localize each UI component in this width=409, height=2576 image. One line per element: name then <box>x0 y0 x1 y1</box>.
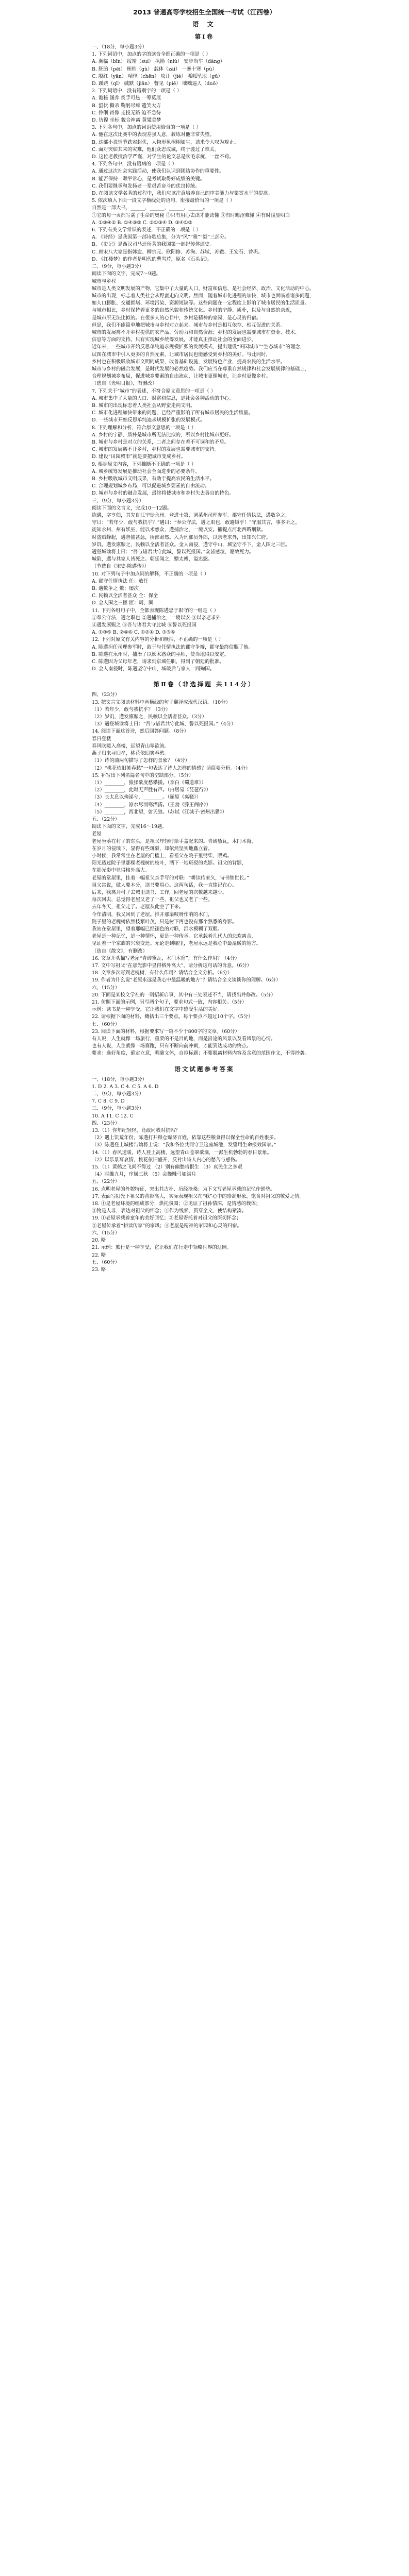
text-line: ④遘发廪赈之 ⑤吾与诸君共守此城 ⑥誓以死报国 <box>92 622 197 629</box>
text-line: B. 《史记》是西汉司马迁所著的我国第一部纪传体通史。 <box>92 242 215 248</box>
text-line: 16. 文章开头描写老屋“青砖黛瓦，木门木窗”，有什么作用？（4分） <box>92 955 240 961</box>
text-line: B. 城市的出现标志着人类社会从野蛮走向文明。 <box>92 402 195 409</box>
text-line: 如人口膨胀、交通拥堵、环境污染、资源短缺等。这些问题在一定程度上影响了城市居民的生活质量。 <box>92 300 309 307</box>
text-line: 春风吹暖入高楼，远望青山翠欲流。 <box>92 743 170 749</box>
text-line: D. 城市与乡村的融合发展，最终将使城市和乡村失去各自的特色。 <box>92 490 234 497</box>
text-line: 城市与乡村 <box>92 278 116 284</box>
text-line: 一、（18分，每小题3分） <box>92 1076 147 1082</box>
text-line: 5. 依次填入下面一段文字横线处的语句，衔接最恰当的一项是（ ） <box>92 198 235 204</box>
text-line: 1. D 2. A 3. C 4. C 5. A 6. D <box>92 1083 159 1090</box>
text-line: 试图在城市中引入更多的自然元素，让城市居民也能感受到乡村的美好。与此同时， <box>92 351 271 358</box>
part-one-body <box>92 44 317 673</box>
text-line: A. 濒临（bīn） 绥靖（suí） 执拗（niù） 安步当车（dàng） <box>92 59 225 65</box>
text-line: 城陷，遘与其家人皆死之。朝廷闻之，赠太傅，谥忠愍。 <box>92 556 213 563</box>
text-line: 岁饥，遘发廪赈之，民赖以全活者甚众。金人南侵，遘守中山，城坚守不下，金人围之三匝。 <box>92 541 290 548</box>
text-line: 老屋 <box>92 831 102 837</box>
text-line: 6. 下列有关文学常识的表述，不正确的一项是（ ） <box>92 227 201 233</box>
text-line: 时盗贼蜂起，遘督捕甚急，所部肃然。入为刑部员外郎，以亲老求外，出知兴仁府。 <box>92 534 271 540</box>
text-line: （5）________，西北望，射天狼。（苏轼《江城子·密州出猎》） <box>92 809 227 815</box>
text-line: 20. 略 <box>92 1238 106 1244</box>
text-line: C. 伶俐 肖像 走投无路 迫不急待 <box>92 110 161 116</box>
text-line: 见证着一个家族的兴衰变迁。无论走到哪里，老屋永远是我心中最温暖的地方。 <box>92 941 261 947</box>
text-line: C. 唐宋八大家是指韩愈、柳宗元、欧阳修、苏洵、苏轼、苏辙、王安石、曾巩。 <box>92 249 263 255</box>
text-line: B. 遘数争之 数：屡次 <box>92 586 139 592</box>
text-line: 二、（9分，每小题3分） <box>92 1091 144 1097</box>
text-line: （2）________，此时无声胜有声。（白居易《琵琶行》） <box>92 787 211 793</box>
text-line: B. 胚胎（pēi） 桎梏（gù） 载体（zài） 一暴十寒（pù） <box>92 66 217 72</box>
text-line: 五、（22分） <box>92 1179 120 1185</box>
text-line: C. 城市化进程加快带来的问题，已经严重影响了所有城市居民的生活质量。 <box>92 410 253 416</box>
text-line: 有人说，人生就像一场旅行，重要的不是目的地，而是沿途的风景以及看风景的心情。 <box>92 1036 276 1042</box>
text-line: D. 《红楼梦》的作者是明代的曹雪芹，原名《石头记》。 <box>92 256 212 262</box>
text-line: 10. A 11. C 12. C <box>92 1113 134 1119</box>
text-line: D. 金人南侵时，陈遘坚守中山，城破后与家人一同殉国。 <box>92 666 215 672</box>
text-line: 1. 下列词语中，加点的字的读音全都正确的一项是（ ） <box>92 52 211 58</box>
text-line: D. 金人围之三匝 匝：周、圈 <box>92 600 154 606</box>
text-line: 3. 下列各句中，加点的词语使用恰当的一项是（ ） <box>92 125 201 131</box>
text-line: 小时候，我常常坐在老屋的门槛上，看祖父在院子里劈柴、喂鸡。 <box>92 853 232 859</box>
text-line: B. 陈遘在永州时，捕治了以妖术惑众的巫师，使当地得以安定。 <box>92 651 229 657</box>
text-line: 自然是一部大书，______，______，______，______。 <box>92 205 208 211</box>
text-line: A. 城市集中了大量的人口、财富和信息，是社会各种活动的中心。 <box>92 395 234 401</box>
text-line: 祖父常说，做人要本分，读书要用心。这两句话，我一直铭记在心。 <box>92 882 237 888</box>
text-line: 22. 请根据下面的材料，概括出三个要点。每个要点不超过10个字。（5分） <box>92 1014 253 1020</box>
text-line: A. 诡秘 涵养 炙手可热 一筹莫展 <box>92 95 161 101</box>
text-line: C. 陈遘因为父母年老，请求到京城任职，得到了朝廷的批准。 <box>92 659 224 665</box>
text-line: 阳光透过院子里那棵老槐树的枝叶，洒下一地斑驳的光影。祖父的背影， <box>92 860 247 867</box>
text-line: （选自《光明日报》，有删改） <box>92 381 157 387</box>
text-line: D. 一些城市开始反思单纯追求规模扩张的发展模式。 <box>92 417 205 423</box>
text-line: 20. 下面是某校文学社的一则招新启事，其中有三处表述不当，请找出并修改。（5分） <box>92 992 276 998</box>
text-line: A. 陈遘担任司理参军时，敢于与任情执法的郡守争辩，郡守最终信服了他。 <box>92 644 253 650</box>
text-line: 13.（1）你年纪轻轻，竟敢同我对抗吗？ <box>92 1128 180 1134</box>
text-line: 21. 示例：旅行是一种享受，它让我们在行走中领略世界的辽阔。 <box>92 1245 232 1251</box>
text-line: 但是，我们不能简单地把城市与乡村对立起来。城市与乡村是相互依存、相互促进的关系。 <box>92 322 286 328</box>
text-line: 21. 仿照下面的示例，另写两个句子，要求句式一致，内容相关。（5分） <box>92 999 247 1005</box>
text-line: B. 蜇伏 撕杀 鞠躬尽瘁 遗笑大方 <box>92 103 161 109</box>
text-line: C. 殷红（yān） 嗔怪（chēn） 攻讦（jié） 呱呱坠地（gū） <box>92 73 223 79</box>
text-line: 15. 补写出下列名篇名句中的空缺部分。（5分） <box>92 772 194 778</box>
text-line: D. 这位老教授治学严谨，对学生的论文总是吹毛求疵，一丝不苟。 <box>92 154 234 160</box>
text-line: 城市与乡村的融合发展，是时代发展的必然趋势。我们应当在尊重自然规律和社会发展规律的基础上， <box>92 366 309 372</box>
text-line: ①奉公守法，遘之职也 ②遘捕治之，一境以安 ③以亲老求外 <box>92 615 221 621</box>
text-line: 后来，我离开村子去城里读书、工作，回老屋的次数越来越少。 <box>92 889 227 895</box>
text-line: B. 能否保持一颗平常心，是考试取得好成绩的关键。 <box>92 176 205 182</box>
text-line: 在岁月的侵蚀下，显得有些斑驳，却依然坚实地矗立着。 <box>92 845 213 852</box>
text-line: B. 这部小说情节跌宕起伏，人物形象栩栩如生，读来令人叹为观止。 <box>92 139 239 145</box>
text-line: 22. 略 <box>92 1252 106 1258</box>
text-line: 13. 把文言文阅读材料中画横线的句子翻译成现代汉语。（10分） <box>92 699 231 705</box>
text-line: 阅读下面的文言文，完成10～12题。 <box>92 505 172 511</box>
text-line: 合理规划城乡布局，促进城乡要素的自由流动，让城市更像城市，让乡村更像乡村。 <box>92 374 271 380</box>
text-line: 是城市所无法比拟的。在很多人的心目中，乡村是精神的家园，是心灵的归宿。 <box>92 315 261 321</box>
text-line: 四、（23分） <box>92 692 120 698</box>
part-two-body <box>92 691 317 1057</box>
text-line: （1）________，猿猱欲度愁攀援。（李白《蜀道难》） <box>92 779 206 786</box>
text-line: （3）遘登城谕将士曰：“吾与诸君共守此城，誓以死报国。”（4分） <box>92 721 236 727</box>
text-line: 17. 文中写祖父“在那光影中显得格外高大”，请分析这句话的含意。（6分） <box>92 962 252 969</box>
text-line: （选自《散文》，有删改） <box>92 948 148 954</box>
text-line: 今年清明，我又回到了老屋。推开那扇吱呀作响的木门， <box>92 911 213 918</box>
text-line: D. 建设“田园城市”就是要把城市变成乡村。 <box>92 454 186 460</box>
text-line: 16. 点明老屋的外貌特征，突出其古朴、历经沧桑；为下文写老屋承载的记忆作铺垫。 <box>92 1186 275 1192</box>
text-line: 8. 下列理解和分析，符合原文意思的一项是（ ） <box>92 425 197 431</box>
text-line: 一、（18分，每小题3分） <box>92 44 147 50</box>
text-line: D. 彷徨 坐标 貌合神离 黄粱美梦 <box>92 117 161 124</box>
text-line: （3）陈遘登上城楼告谕将士说：“我和各位共同守卫这座城池，发誓用生命报效国家。” <box>92 1142 276 1148</box>
text-line: 要求：选好角度，确定立意，明确文体，自拟标题；不要脱离材料内容及含意的范围作文，不得抄袭。 <box>92 1050 309 1057</box>
text-line: 徙知永州，州有妖巫，能以术惑众，遘捕治之，一境以安。擢提点河北西路刑狱。 <box>92 527 266 533</box>
text-line: A. 他在这次比赛中的表现差强人意，教练对他非常失望。 <box>92 132 215 138</box>
text-line: A. ①③⑤ B. ②④⑥ C. ①②④ D. ③⑤⑥ <box>92 630 175 636</box>
answers-body <box>92 1076 317 1274</box>
text-line: （2）“桃花依旧笑春愁”一句表达了诗人怎样的情感？请简要分析。（4分） <box>92 765 251 771</box>
answers-heading: 语文试题参考答案 <box>174 1065 235 1073</box>
text-line: （节选自《宋史·陈遘传》） <box>92 564 149 570</box>
text-line: 17. 表面写阳光下祖父的背影高大，实际表现祖父在“我”心中的崇高形象，饱含对祖父的敬爱之情。 <box>92 1193 304 1199</box>
text-line: 19. ①老屋承载着童年的美好回忆；②老屋寄托着对祖父的深切怀念； <box>92 1215 241 1222</box>
text-line: 燕子归来寻旧垒，桃花依旧笑春愁。 <box>92 751 170 757</box>
text-line: C. 合理规划城乡布局，可以促进城乡要素的自由流动。 <box>92 483 210 489</box>
text-line: 老屋坐落在村子的东头，是祖父年轻时亲手盖起来的。青砖黛瓦，木门木窗， <box>92 838 256 844</box>
text-line: 4. 下列各句中，没有语病的一项是（ ） <box>92 161 177 167</box>
text-line: 近年来，一些城市开始反思单纯追求规模扩张的发展模式，提出建设“田园城市”“生态城市”的理念， <box>92 344 305 350</box>
text-line: （2）以乐景写哀情，桃花依旧盛开，反衬出诗人内心的愁苦与感伤。 <box>92 1157 240 1163</box>
text-line: 城市的发展离不开乡村提供的农产品、劳动力和自然资源；乡村的发展也需要城市在资金、技术、 <box>92 329 300 335</box>
text-line: 春日登楼 <box>92 736 111 742</box>
text-line: 城市的出现，标志着人类社会从野蛮走向文明。然而，随着城市化进程的加快，城市也面临着诸多问题， <box>92 293 315 299</box>
text-line: 每次回去，总觉得老屋又老了一些，祖父也又老了一些。 <box>92 897 213 903</box>
text-line: （1）若年少，敢与我抗乎？（3分） <box>92 706 171 713</box>
text-line: 去年冬天，祖父走了。老屋从此空了下来。 <box>92 904 184 910</box>
text-line: 二、（9分，每小题3分） <box>92 264 144 270</box>
text-line: D. 蹊跷（qī） 缄默（jiān） 瞥见（piē） 咄咄逼人（duō） <box>92 81 221 87</box>
text-line: 23. 阅读下面的材料，根据要求写一篇不少于800字的文章。（60分） <box>92 1028 240 1035</box>
text-line: 守曰：“若年少，敢与我抗乎？”遘曰：“奉公守法，遘之职也，敢避嫌乎！”守服其言，事多听之。 <box>92 520 300 526</box>
text-line: （4）时维九月，序属三秋 （5）会挽雕弓如满月 <box>92 1172 197 1178</box>
text-line: （2）岁饥，遘发廪赈之，民赖以全活者甚众。（3分） <box>92 714 207 720</box>
text-line: B. 城市与乡村是对立的关系，二者之间存在着不可调和的矛盾。 <box>92 439 229 445</box>
text-line: （3）长太息以掩涕兮，________。（屈原《离骚》） <box>92 794 202 801</box>
text-line: 五、（22分） <box>92 816 120 822</box>
text-line: A. 《诗经》是我国第一部诗歌总集，分为“风”“雅”“颂”三部分。 <box>92 234 230 241</box>
text-line: 与城市相比，乡村保持着更多的自然风貌和传统文化。乡村的宁静、质朴，以及与自然的亲近， <box>92 308 295 314</box>
text-line: 信息等方面的支持。只有实现城乡统筹发展，才能真正推动社会的全面进步。 <box>92 337 256 343</box>
text-line: C. 城市的发展离不开乡村，乡村的发展也需要城市的支持。 <box>92 447 220 453</box>
text-line: 七、（60分） <box>92 1021 120 1027</box>
text-line: 老屋的堂屋里，挂着一幅祖父亲手写的对联：“耕读传家久，诗书继世长。” <box>92 875 249 881</box>
text-line: 14. 阅读下面这首诗，然后回答问题。（8分） <box>92 728 189 735</box>
text-line: 11. 下列各组句子中，全都表现陈遘忠于职守的一组是（ ） <box>92 607 219 614</box>
text-line: 19. 作者为什么说“老屋永远是我心中最温暖的地方”？请结合全文谈谈你的理解。（6分） <box>92 977 281 984</box>
text-line: A. ①③④② B. ①④③② C. ②①③④ D. ③④①② <box>92 219 192 226</box>
text-line: 三、（9分，每小题3分） <box>92 1106 144 1112</box>
text-line: C. 我们要继承和发扬老一辈艰苦奋斗的优良传统。 <box>92 183 200 189</box>
text-line: 2. 下列词语中，没有错别字的一项是（ ） <box>92 88 182 94</box>
document-title: 2013 普通高等学校招生全国统一考试（江西卷） <box>133 8 276 16</box>
text-line: 也有人说，人生就像一场赛跑，只有不断向前冲刺，才能到达成功的终点。 <box>92 1043 252 1049</box>
text-line: B. 乡村吸收城市文明成果，有助于提高农民的生活水平。 <box>92 476 215 482</box>
text-line: A. 通过这次社会实践活动，使我们认识到团结协作的重要性。 <box>92 168 224 175</box>
text-line: ③老屋传承着“耕读传家”的家风；④老屋是精神的家园和心灵的归宿。 <box>92 1223 242 1229</box>
text-line: 三、（9分，每小题3分） <box>92 498 144 504</box>
text-line: C. 面对突如其来的灾难，他们众志成城，终于渡过了难关。 <box>92 146 220 152</box>
text-line: （2）遇上饥荒年份，陈遘打开粮仓赈济百姓，依靠这些粮食得以保全性命的百姓很多。 <box>92 1135 279 1141</box>
text-line: ①它的每一页都写满了生命的奥秘 ②只有用心去读才能读懂 ③有时晦涩难懂 ④有时浅显明白 <box>92 212 290 218</box>
text-line: 我站在堂屋里，望着那幅已经褪色的对联，泪水模糊了双眼。 <box>92 926 223 932</box>
text-line: 老屋是一种记忆，是一种情怀，更是一种传承。它承载着几代人的悲欢离合， <box>92 934 256 940</box>
text-line: 四、（23分） <box>92 1120 120 1126</box>
text-line: ③物是人非，表达对祖父的怀念；④作为线索，贯穿全文，使结构紧凑。 <box>92 1208 247 1214</box>
text-line: A. 乡村的宁静、质朴是城市所无法比拟的，所以乡村比城市更好。 <box>92 432 234 438</box>
text-line: 7. C 8. C 9. D <box>92 1098 125 1105</box>
text-line: 阅读下面的文字，完成16～19题。 <box>92 824 167 830</box>
text-line: 18. ①是老屋环境的组成部分，烘托氛围；②见证了祖孙情深，是情感的载体； <box>92 1201 261 1207</box>
text-line: 六、（15分） <box>92 985 120 991</box>
text-line: 城市是人类文明发展的产物，它集中了大量的人口、财富和信息，是社会经济、政治、文化活动的中心。 <box>92 285 315 292</box>
text-line: 在那光影中显得格外高大。 <box>92 868 150 874</box>
text-line: 18. 文章多次写到老槐树，有什么作用？请结合全文分析。（6分） <box>92 970 233 976</box>
text-line: 10. 对下列句子中加点词的解释，不正确的一项是（ ） <box>92 571 209 577</box>
text-line: 示例：读书是一种享受，它让我们在文字中感受生活的美好。 <box>92 1007 223 1013</box>
text-line: 阅读下面的文字，完成7～9题。 <box>92 271 161 277</box>
text-line: 14.（1）春风送暖，诗人登上高楼，远望青山苍翠欲滴，一派生机勃勃的春日景象。 <box>92 1149 272 1156</box>
text-line: 陈遘，字亨伯，其先自江宁徙永州。登进士第，调莱州司理参军。郡守任情执法，遘数争之， <box>92 513 290 518</box>
subject-heading: 语 文 <box>192 21 217 28</box>
text-line: （4）________，潦水尽而寒潭清。（王勃《滕王阁序》） <box>92 802 211 808</box>
text-line: 7. 下列关于“城市”的表述，不符合原文意思的一项是（ ） <box>92 388 216 394</box>
text-line: 院子里的老槐树依然枝繁叶茂，只是树下再也没有那个熟悉的身影。 <box>92 919 237 925</box>
text-line: A. 郡守任情执法 任：放任 <box>92 578 149 584</box>
text-line: 乡村也在积极吸收城市文明的成果，改善基础设施，发展特色产业，提高农民的生活水平。 <box>92 359 286 365</box>
text-line: 12. 下列对原文有关内容的分析和概括，不正确的一项是（ ） <box>92 637 224 643</box>
text-line: 23. 略 <box>92 1266 106 1273</box>
part-one-heading: 第Ⅰ卷 <box>194 33 215 40</box>
text-line: 遘登城谕将士曰：“吾与诸君共守此城，誓以死报国。”众皆感泣，愿效死力。 <box>92 549 254 555</box>
text-line: A. 城乡统筹发展是推动社会全面进步的必要条件。 <box>92 468 200 474</box>
text-line: 15.（1）黄鹤之飞尚不得过 （2）别有幽愁暗恨生 （3）哀民生之多艰 <box>92 1164 242 1171</box>
text-line: C. 民赖以全活者甚众 全：保全 <box>92 593 158 599</box>
text-line: 9. 根据原文内容，下列推断不正确的一项是（ ） <box>92 461 197 467</box>
text-line: D. 在阅读文学名著的过程中，我们应该注意培养自己的审美能力与鉴赏水平的提高。 <box>92 191 273 197</box>
text-line: 六、（15分） <box>92 1230 120 1236</box>
text-line: 七、（60分） <box>92 1259 120 1265</box>
part-two-heading: 第Ⅱ卷（非选择题 共114分） <box>153 681 256 688</box>
text-line: （1）诗的前两句描写了怎样的景象？（4分） <box>92 758 190 764</box>
